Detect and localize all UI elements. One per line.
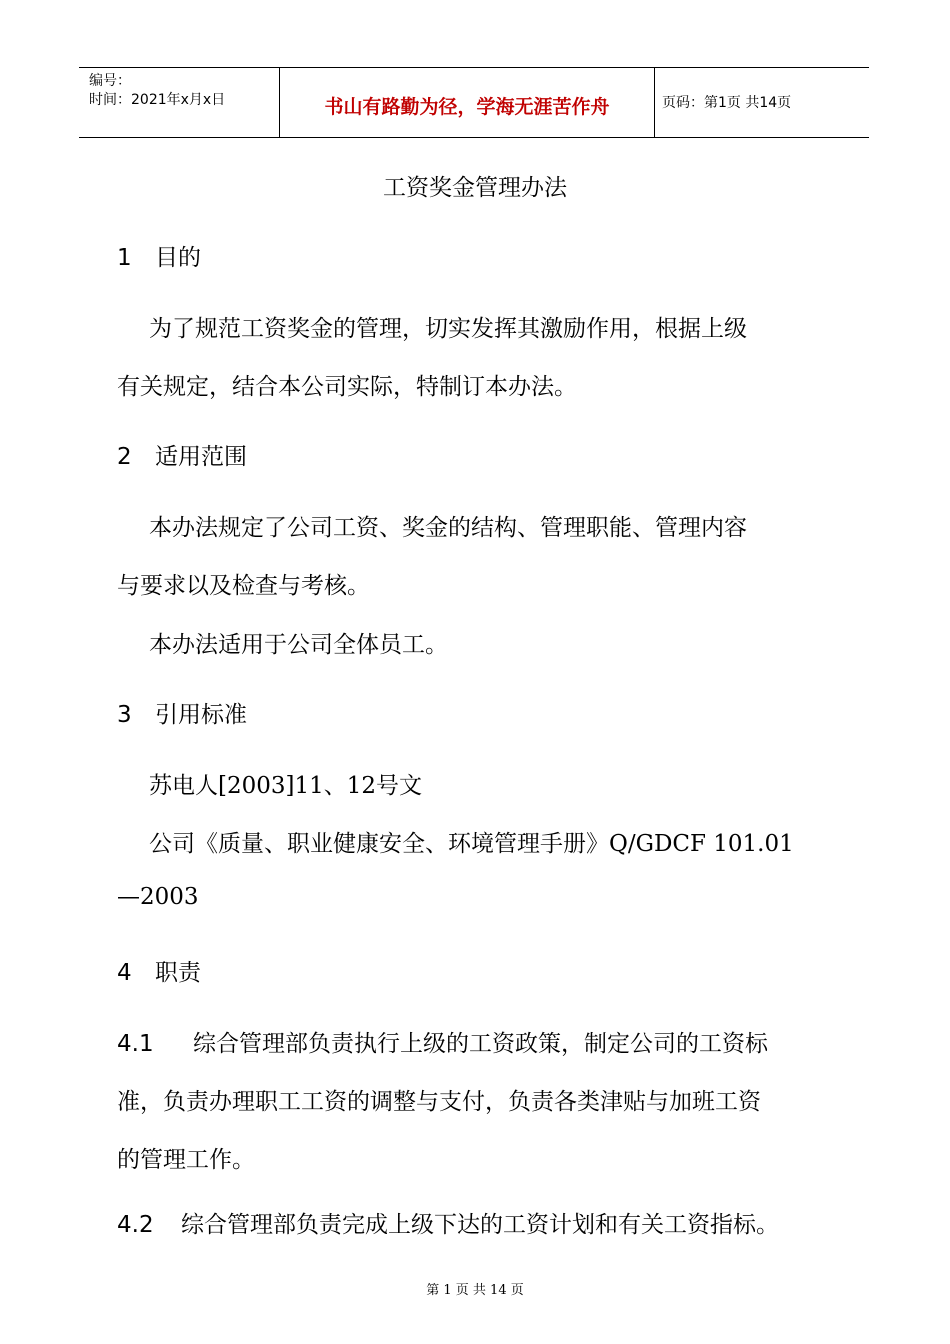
numbered-paragraph-line [117, 1025, 768, 1058]
header-info-cell [79, 68, 279, 137]
paragraph-line: —2003 [117, 884, 199, 910]
document-title: 工资奖金管理办法 [383, 175, 567, 201]
section-number: 1 [117, 245, 132, 271]
section-heading [117, 438, 247, 471]
paragraph-line: 本办法适用于公司全体员工。 [149, 632, 448, 658]
header-page-cell [654, 68, 869, 137]
paragraph-line: 苏电人[2003]11、12号文 [149, 773, 423, 799]
date-label: 时间：2021年x月x日 [89, 92, 226, 108]
clause-text: 综合管理部负责执行上级的工资政策，制定公司的工资标 [193, 1031, 768, 1057]
section-heading [117, 954, 201, 987]
paragraph-line: 本办法规定了公司工资、奖金的结构、管理职能、管理内容 [149, 515, 747, 541]
header-motto-cell [279, 68, 655, 137]
clause-number: 4.2 [117, 1212, 154, 1238]
paragraph-line: 公司《质量、职业健康安全、环境管理手册》Q/GDCF 101.01 [149, 831, 794, 857]
paragraph-line: 为了规范工资奖金的管理，切实发挥其激励作用，根据上级 [149, 316, 747, 342]
section-title: 适用范围 [155, 444, 247, 470]
serial-number-label: 编号： [89, 73, 131, 89]
page-info: 页码：第1页 共14页 [662, 95, 792, 111]
paragraph-line: 准，负责办理职工工资的调整与支付，负责各类津贴与加班工资 [117, 1089, 761, 1115]
section-title: 引用标准 [155, 702, 247, 728]
section-number: 4 [117, 960, 132, 986]
section-title: 职责 [155, 960, 201, 986]
section-heading [117, 239, 201, 272]
paragraph-line: 与要求以及检查与考核。 [117, 573, 370, 599]
section-heading [117, 696, 247, 729]
motto-text: 书山有路勤为径，学海无涯苦作舟 [324, 96, 610, 118]
section-title: 目的 [155, 245, 201, 271]
section-number: 2 [117, 444, 132, 470]
paragraph-line: 的管理工作。 [117, 1147, 255, 1173]
section-number: 3 [117, 702, 132, 728]
document-header [79, 67, 869, 138]
paragraph-line: 有关规定，结合本公司实际，特制订本办法。 [117, 374, 577, 400]
page-footer: 第 1 页 共 14 页 [426, 1283, 524, 1298]
clause-text: 综合管理部负责完成上级下达的工资计划和有关工资指标。 [181, 1212, 779, 1238]
numbered-paragraph-line [117, 1206, 779, 1239]
clause-number: 4.1 [117, 1031, 154, 1057]
